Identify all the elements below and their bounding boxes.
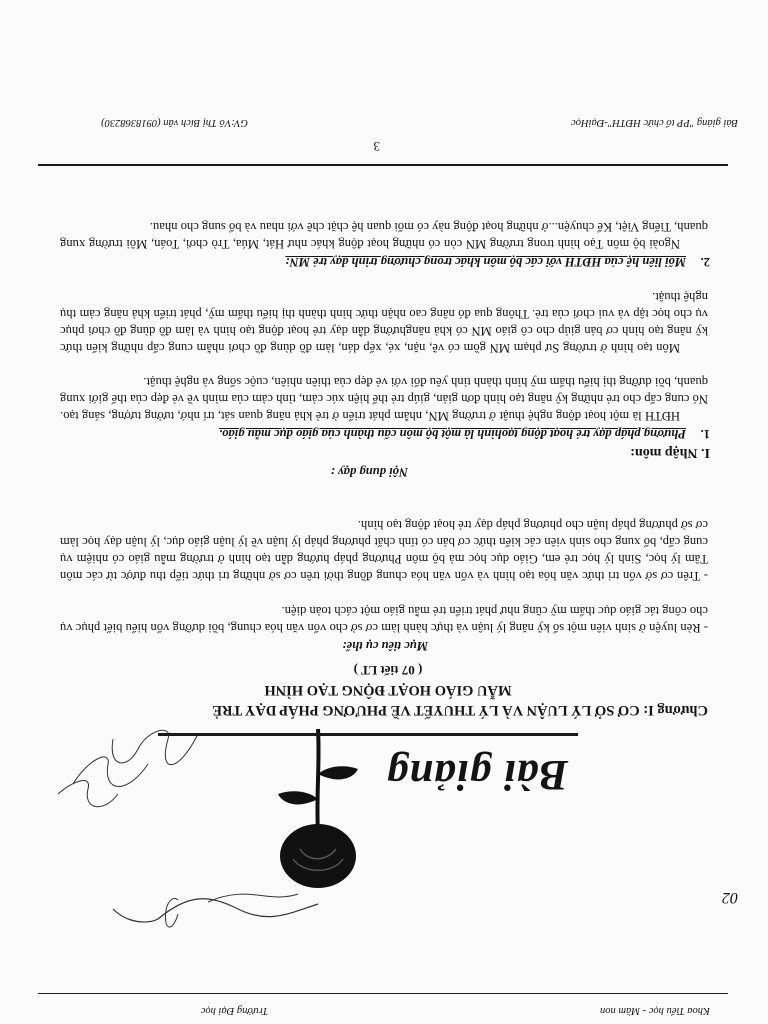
- chapter-hours: ( 07 tiết LT ): [353, 663, 423, 678]
- header-department: Khoa Tiểu học - Mầm non: [600, 1005, 710, 1016]
- content-paragraph-3: Ngoài bộ môn Tạo hình trong trường MN còn có những hoạt động khác như Hát, Múa, Trò chơi, Toán, Môi trường xung quanh, Tiếng Việt, Kể chuyện...ở những hoạt động này có mối quan hệ chặt chẽ với nhau và bổ sung cho nhau.: [60, 220, 708, 251]
- margin-note: 02: [722, 889, 738, 906]
- header-rule: [38, 993, 728, 994]
- header-university: Trường Đại học: [200, 1005, 268, 1016]
- subsection-1-title: Phương pháp dạy trẻ hoạt động tạohình là một bộ môn cấu thành của giáo dục mẫu giáo.: [218, 427, 686, 441]
- signature-handwriting: [8, 704, 208, 824]
- rose-illustration-icon: [258, 724, 378, 894]
- subsection-2-title: Mối liên hệ của HĐTH với các bộ môn khác trong chương trình dạy trẻ MN:: [285, 255, 686, 269]
- content-paragraph-2: Môn tạo hình ở trường Sư phạm MN gồm có vẽ, nặn, xé, xếp dán, làm đồ dùng đồ chơi nhằm cung cấp những kiến thức kỹ năng tạo hình cơ bản giúp cho cô giáo MN có khả nănghướng dẫn dạy trẻ hoạt động tạo hình và làm đồ dùng đồ chơi phục vụ cho học tập và vui chơi của trẻ. Thông qua đó nâng cao nhận thức hình thành thị hiếu thẩm mỹ, phát triển khả năng cảm thụ nghệ thuật.: [60, 290, 708, 355]
- objectives-paragraph-2: - Trên cơ sở vốn tri thức văn hóa tạo hình và vốn văn hóa chung đồng thời trên cơ sở những tri thức tiếp thu được từ các môn Tâm lý học, Sinh lý học trẻ em, Giáo dục học mà bộ môn Phương pháp hướng dẫn tạo hình ở trường mẫu giáo có nhiệm vụ cung cấp, bổ xung cho sinh viên các kiến thức cơ bản có tính chất phương pháp lý luận về lý luận giáo dục, lý luận dạy học làm cơ sở phương pháp luận cho phương pháp dạy trẻ hoạt động tạo hình.: [60, 518, 708, 583]
- section-introduction: I. Nhập môn:: [630, 445, 710, 460]
- objectives-heading: Mục tiêu cụ thể:: [342, 639, 428, 653]
- objectives-paragraph-1: - Rèn luyện ở sinh viên một số kỹ năng lý luận và thực hành làm cơ sở cho vốn văn hóa chung, bồi dưỡng vốn hiểu biết phục vụ cho công tác giáo dục thẩm mỹ cũng như phát triển trẻ mẫu giáo một cách toàn diện.: [60, 604, 708, 635]
- footer-course: Bài giảng "PP tổ chức HĐTH"-ĐạiHọc: [571, 117, 738, 128]
- lecture-title: Bài giảng: [385, 751, 568, 798]
- chapter-title-line2: MẪU GIÁO HOẠT ĐỘNG TẠO HÌNH: [264, 682, 512, 698]
- content-heading: Nội dung dạy :: [330, 465, 408, 479]
- footer-rule: [38, 164, 728, 166]
- content-paragraph-1: HĐTH là một hoạt động nghệ thuật ở trường MN, nhằm phát triển ở trẻ khả năng quan sát, trí nhớ, tưởng tượng, sáng tạo. Nó cung cấp cho trẻ những kỹ năng tạo hình đơn giản, giúp trẻ thể hiện xúc cảm, tình cảm của mình về vẻ đẹp của thế giới xung quanh, bồi dưỡng thị hiếu thẩm mỹ hình thành tình yêu đối với vẻ đẹp của thiên nhiên, cuộc sống và nghệ thuật.: [60, 375, 708, 423]
- page-number: 3: [373, 139, 380, 154]
- chapter-title-line1: Chương I: CƠ SỞ LÝ LUẬN VÀ LÝ THUYẾT VỀ PHƯƠNG PHÁP DẠY TRẺ: [212, 702, 708, 718]
- subsection-1-number: 1.: [700, 427, 710, 441]
- footer-lecturer: GV:Võ Thị Bích vân (0918368230): [101, 117, 248, 128]
- subsection-2-number: 2.: [700, 255, 710, 269]
- title-rule: [158, 733, 578, 736]
